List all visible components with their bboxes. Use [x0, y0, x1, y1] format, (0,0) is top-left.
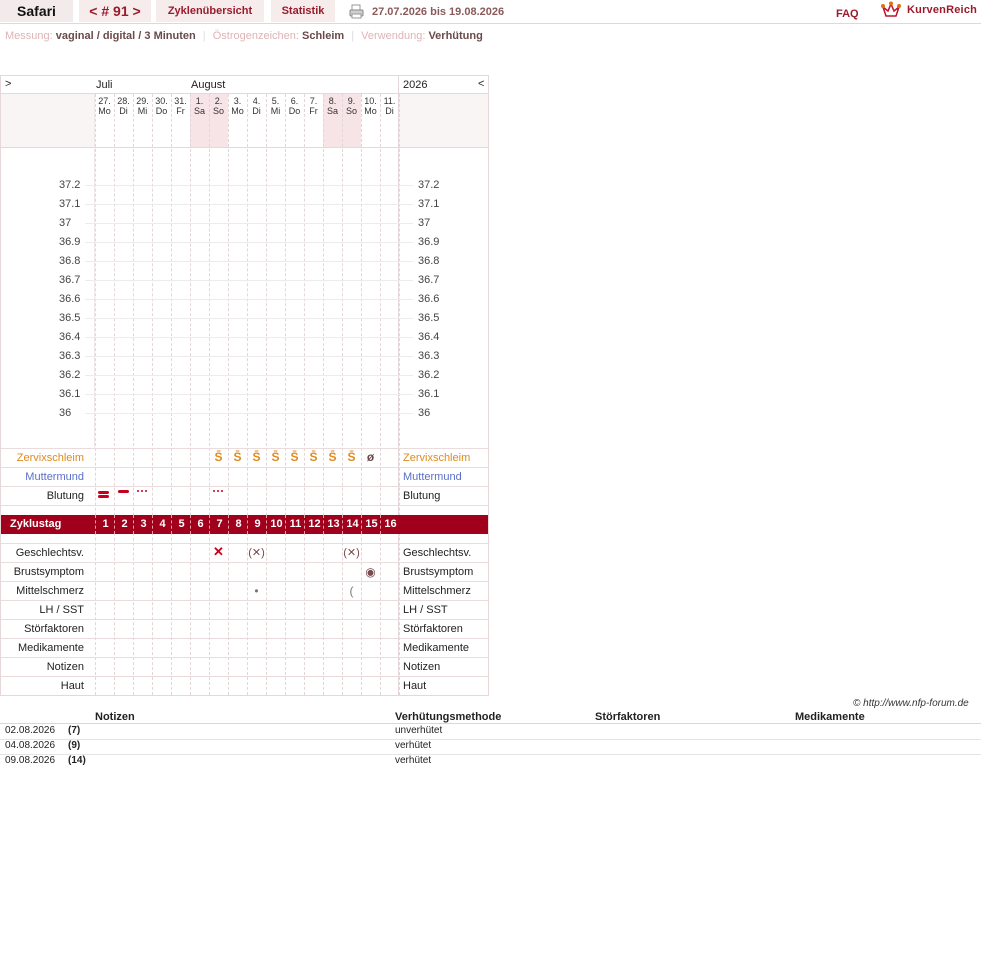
bleeding-spotting	[221, 490, 223, 492]
mucus-mark: ø	[366, 450, 375, 464]
temp-label: 36.3	[59, 350, 81, 362]
bleeding-heavy	[98, 491, 109, 494]
app-name: Safari	[0, 0, 73, 22]
note-method: unverhütet	[395, 725, 443, 736]
row-label-right: LH / SST	[403, 604, 448, 616]
row-divider	[1, 676, 488, 677]
temp-label: 36.7	[59, 274, 81, 286]
temp-gridline	[85, 356, 413, 357]
crown-logo-icon[interactable]	[880, 1, 902, 19]
day-date: 27.	[98, 96, 111, 106]
temp-label-right: 36.4	[418, 331, 440, 343]
row-label-right: Muttermund	[403, 471, 462, 483]
day-weekday: Do	[155, 106, 168, 116]
temp-gridline	[85, 204, 413, 205]
row-divider	[1, 638, 488, 639]
temp-label: 36.9	[59, 236, 81, 248]
row-label-right: Haut	[403, 680, 427, 692]
notes-header-disturbances: Störfaktoren	[595, 711, 661, 723]
row-label: Notizen	[46, 661, 84, 673]
mucus-mark: S̄	[271, 450, 280, 464]
day-weekday: Sa	[193, 106, 205, 116]
bleeding-spotting	[145, 490, 147, 492]
printer-icon[interactable]	[349, 4, 364, 19]
cycle-day-number: 12	[304, 515, 324, 534]
temp-label: 36.1	[59, 388, 81, 400]
cycle-day-number: 9	[247, 515, 267, 534]
note-method: verhütet	[395, 755, 432, 766]
temp-gridline	[85, 261, 413, 262]
cycle-day-number: 2	[114, 515, 134, 534]
row-divider	[1, 505, 488, 506]
row-label: Haut	[60, 680, 84, 692]
day-header	[114, 96, 133, 116]
temp-label-right: 36.1	[418, 388, 440, 400]
row-label-right: Medikamente	[403, 642, 470, 654]
cycle-day-number: 5	[171, 515, 191, 534]
note-method: verhütet	[395, 740, 432, 751]
cycle-day-number: 14	[342, 515, 362, 534]
note-date: 04.08.2026	[5, 740, 56, 751]
row-label: Muttermund	[25, 471, 84, 483]
mucus-mark: S̄	[214, 450, 223, 464]
row-label: Mittelschmerz	[16, 585, 84, 597]
month-label: August	[191, 79, 226, 91]
day-header	[380, 96, 399, 116]
temp-label: 37	[59, 217, 72, 229]
day-weekday: Do	[288, 106, 301, 116]
day-date: 31.	[174, 96, 187, 106]
temp-label: 36	[59, 407, 72, 419]
day-weekday: Di	[252, 106, 261, 116]
day-date: 3.	[233, 96, 242, 106]
note-date: 09.08.2026	[5, 755, 56, 766]
row-label: Medikamente	[17, 642, 84, 654]
day-header	[361, 96, 380, 116]
day-weekday: So	[212, 106, 224, 116]
temp-label: 36.8	[59, 255, 81, 267]
temp-label-right: 36.8	[418, 255, 440, 267]
table-row	[0, 725, 981, 740]
day-date: 7.	[309, 96, 318, 106]
temp-label: 36.4	[59, 331, 81, 343]
temp-label-right: 36.9	[418, 236, 440, 248]
bleeding-spotting	[217, 490, 219, 492]
day-header	[304, 96, 323, 116]
row-divider	[1, 448, 488, 449]
note-date: 02.08.2026	[5, 725, 56, 736]
day-date: 29.	[136, 96, 149, 106]
mucus-mark: S̄	[328, 450, 337, 464]
day-date: 28.	[117, 96, 130, 106]
day-date: 10.	[364, 96, 377, 106]
temp-label: 36.2	[59, 369, 81, 381]
note-cycle-day: (9)	[68, 740, 81, 751]
cycle-day-number: 8	[228, 515, 248, 534]
mucus-mark: S̄	[290, 450, 299, 464]
day-date: 30.	[155, 96, 168, 106]
cycle-day-label: Zyklustag	[10, 518, 62, 530]
midpain-mark: •	[254, 584, 259, 598]
day-weekday: Fr	[309, 106, 318, 116]
table-row	[0, 755, 981, 769]
row-label-right: Mittelschmerz	[403, 585, 471, 597]
day-header	[95, 96, 114, 116]
day-header	[247, 96, 266, 116]
day-date: 2.	[214, 96, 223, 106]
intercourse-mark: (✕)	[343, 547, 360, 559]
note-cycle-day: (14)	[68, 755, 86, 766]
day-header	[209, 96, 228, 116]
bleeding-spotting	[137, 490, 139, 492]
temp-gridline	[85, 242, 413, 243]
faq-link[interactable]: FAQ	[836, 8, 859, 20]
row-divider	[1, 600, 488, 601]
temp-label-right: 36.7	[418, 274, 440, 286]
day-date: 11.	[383, 96, 396, 106]
row-label-right: Brustsymptom	[403, 566, 474, 578]
measurement-value: vaginal / digital / 3 Minuten	[55, 30, 196, 42]
cycle-day-number: 6	[190, 515, 210, 534]
day-header	[133, 96, 152, 116]
temp-gridline	[85, 223, 413, 224]
chart-left-pane	[1, 94, 95, 147]
notes-divider	[0, 723, 981, 724]
measurement-info: Messung: vaginal / digital / 3 Minuten | Östrogenzeichen: Schleim | Verwendung: Verhütung	[5, 30, 483, 42]
notes-header-method: Verhütungsmethode	[395, 711, 502, 723]
day-weekday: Fr	[176, 106, 185, 116]
day-weekday: So	[345, 106, 357, 116]
measurement-label: Messung:	[5, 30, 53, 42]
bleeding-medium	[118, 490, 129, 493]
temp-gridline	[85, 299, 413, 300]
top-bar	[0, 0, 981, 24]
row-divider	[1, 619, 488, 620]
day-header	[152, 96, 171, 116]
day-weekday: Mo	[98, 106, 111, 116]
day-date: 8.	[328, 96, 337, 106]
temp-gridline	[85, 413, 413, 414]
temp-label-right: 36	[418, 407, 431, 419]
day-weekday: Mo	[231, 106, 244, 116]
day-date: 1.	[195, 96, 204, 106]
cycle-day-number: 3	[133, 515, 153, 534]
chart-right-pane	[399, 94, 488, 147]
row-label-right: Blutung	[403, 490, 441, 502]
mucus-mark: S̄	[309, 450, 318, 464]
cycle-day-number: 13	[323, 515, 343, 534]
temp-gridline	[85, 375, 413, 376]
table-row	[0, 740, 981, 755]
temp-gridline	[85, 394, 413, 395]
temp-label-right: 36.3	[418, 350, 440, 362]
day-weekday: Di	[119, 106, 128, 116]
chart-nav-prev[interactable]: >	[5, 78, 12, 90]
temp-gridline	[85, 337, 413, 338]
breast-symptom-mark: ◉	[365, 565, 376, 579]
cycle-day-number: 15	[361, 515, 381, 534]
temp-label-right: 36.5	[418, 312, 440, 324]
logo-text[interactable]: KurvenReich	[907, 4, 978, 16]
cycle-day-number: 10	[266, 515, 286, 534]
day-header	[323, 96, 342, 116]
chart-nav-next[interactable]: <	[478, 78, 485, 90]
row-divider	[1, 562, 488, 563]
day-header	[171, 96, 190, 116]
temp-label-right: 36.2	[418, 369, 440, 381]
row-label: Zervixschleim	[16, 452, 84, 464]
day-weekday: Mi	[137, 106, 148, 116]
cycle-day-number: 7	[209, 515, 229, 534]
date-range: 27.07.2026 bis 19.08.2026	[372, 6, 505, 18]
day-date: 9.	[347, 96, 356, 106]
row-label: Geschlechtsv.	[15, 547, 84, 559]
temp-label-right: 37	[418, 217, 431, 229]
row-divider	[1, 486, 488, 487]
estrogen-value: Schleim	[302, 30, 345, 42]
bleeding-spotting	[213, 490, 215, 492]
cycle-day-number: 4	[152, 515, 172, 534]
row-label-right: Störfaktoren	[403, 623, 463, 635]
bleeding-heavy	[98, 495, 109, 498]
day-weekday: Mo	[364, 106, 377, 116]
mucus-mark: S̄	[252, 450, 261, 464]
usage-value: Verhütung	[428, 30, 483, 42]
note-cycle-day: (7)	[68, 725, 81, 736]
copyright: © http://www.nfp-forum.de	[853, 698, 969, 709]
day-header	[228, 96, 247, 116]
row-divider	[1, 581, 488, 582]
row-label-right: Zervixschleim	[403, 452, 471, 464]
cycle-day-number: 1	[95, 515, 115, 534]
row-label: LH / SST	[39, 604, 84, 616]
day-date: 4.	[252, 96, 261, 106]
year-label: 2026	[403, 79, 428, 91]
mucus-mark: S̄	[233, 450, 242, 464]
row-label: Brustsymptom	[13, 566, 84, 578]
notes-header-notes: Notizen	[95, 711, 135, 723]
estrogen-label: Östrogenzeichen:	[212, 30, 299, 42]
temp-label-right: 37.1	[418, 198, 440, 210]
row-label-right: Notizen	[403, 661, 441, 673]
cycle-day-number: 16	[380, 515, 400, 534]
cycle-day-number: 11	[285, 515, 305, 534]
row-label: Blutung	[46, 490, 84, 502]
month-label: Juli	[96, 79, 113, 91]
day-header	[266, 96, 285, 116]
temp-gridline	[85, 318, 413, 319]
tab-cycle-overview[interactable]: Zyklenübersicht	[156, 0, 264, 22]
day-weekday: Mi	[270, 106, 281, 116]
intercourse-mark: (✕)	[248, 547, 265, 559]
temp-label: 36.5	[59, 312, 81, 324]
bleeding-spotting	[141, 490, 143, 492]
header-divider	[1, 93, 488, 94]
temp-label: 37.2	[59, 179, 81, 191]
row-divider	[1, 657, 488, 658]
temp-label-right: 36.6	[418, 293, 440, 305]
day-date: 5.	[271, 96, 280, 106]
row-label: Störfaktoren	[24, 623, 84, 635]
usage-label: Verwendung:	[361, 30, 426, 42]
header-divider	[1, 147, 488, 148]
row-label-right: Geschlechtsv.	[403, 547, 472, 559]
day-date: 6.	[290, 96, 299, 106]
day-weekday: Di	[385, 106, 394, 116]
row-divider	[1, 467, 488, 468]
day-weekday: Sa	[326, 106, 338, 116]
row-divider	[1, 543, 488, 544]
tab-statistics[interactable]: Statistik	[271, 0, 335, 22]
day-header	[285, 96, 304, 116]
temp-label-right: 37.2	[418, 179, 440, 191]
midpain-mark: (	[349, 584, 354, 598]
temp-label: 36.6	[59, 293, 81, 305]
temp-label: 37.1	[59, 198, 81, 210]
day-header	[190, 96, 209, 116]
intercourse-mark: ✕	[213, 544, 224, 559]
notes-header-medication: Medikamente	[795, 711, 865, 723]
day-header	[342, 96, 361, 116]
cycle-chart	[0, 75, 489, 696]
mucus-mark: S̄	[347, 450, 356, 464]
cycle-navigator[interactable]: < # 91 >	[79, 0, 151, 22]
temp-gridline	[85, 280, 413, 281]
temp-gridline	[85, 185, 413, 186]
